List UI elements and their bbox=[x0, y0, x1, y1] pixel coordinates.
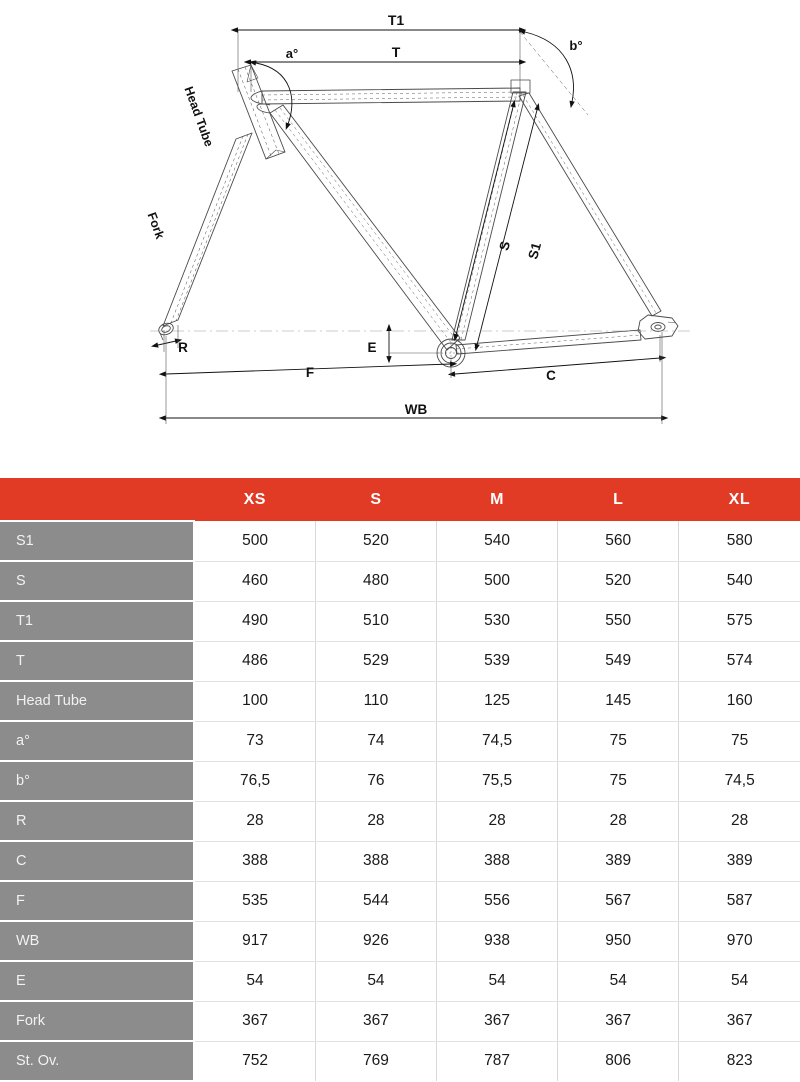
row-label: Head Tube bbox=[0, 681, 194, 721]
table-cell: 544 bbox=[315, 881, 436, 921]
table-cell: 28 bbox=[315, 801, 436, 841]
table-cell: 540 bbox=[437, 521, 558, 561]
table-cell: 530 bbox=[437, 601, 558, 641]
label-c: C bbox=[546, 368, 556, 383]
table-cell: 110 bbox=[315, 681, 436, 721]
table-cell: 549 bbox=[558, 641, 679, 681]
table-header-row bbox=[0, 478, 800, 521]
table-row bbox=[0, 881, 800, 921]
label-e: E bbox=[367, 340, 377, 355]
table-cell: 389 bbox=[679, 841, 800, 881]
table-cell: 367 bbox=[558, 1001, 679, 1041]
table-cell: 535 bbox=[194, 881, 315, 921]
table-cell: 367 bbox=[437, 1001, 558, 1041]
rear-dropout-shape bbox=[638, 315, 678, 339]
table-row bbox=[0, 601, 800, 641]
row-label: Fork bbox=[0, 1001, 194, 1041]
table-cell: 54 bbox=[194, 961, 315, 1001]
table-cell: 74 bbox=[315, 721, 436, 761]
table-cell: 520 bbox=[315, 521, 436, 561]
table-row bbox=[0, 761, 800, 801]
table-cell: 560 bbox=[558, 521, 679, 561]
row-label: St. Ov. bbox=[0, 1041, 194, 1081]
table-cell: 539 bbox=[437, 641, 558, 681]
label-angle-b: b° bbox=[569, 38, 583, 53]
row-label: b° bbox=[0, 761, 194, 801]
table-cell: 540 bbox=[679, 561, 800, 601]
frame-geometry-diagram bbox=[0, 0, 800, 470]
row-label: T1 bbox=[0, 601, 194, 641]
table-cell: 367 bbox=[194, 1001, 315, 1041]
table-row bbox=[0, 961, 800, 1001]
table-cell: 575 bbox=[679, 601, 800, 641]
row-label: F bbox=[0, 881, 194, 921]
table-cell: 28 bbox=[437, 801, 558, 841]
seat-stay-shape bbox=[519, 93, 661, 316]
table-cell: 806 bbox=[558, 1041, 679, 1081]
table-cell: 388 bbox=[194, 841, 315, 881]
label-head-tube: Head Tube bbox=[181, 84, 217, 149]
table-cell: 54 bbox=[315, 961, 436, 1001]
table-cell: 970 bbox=[679, 921, 800, 961]
table-cell: 75 bbox=[558, 761, 679, 801]
table-row bbox=[0, 681, 800, 721]
table-cell: 587 bbox=[679, 881, 800, 921]
table-cell: 28 bbox=[194, 801, 315, 841]
table-cell: 823 bbox=[679, 1041, 800, 1081]
frame-tubes bbox=[157, 65, 678, 367]
table-cell: 145 bbox=[558, 681, 679, 721]
table-cell: 389 bbox=[558, 841, 679, 881]
row-label: R bbox=[0, 801, 194, 841]
table-cell: 550 bbox=[558, 601, 679, 641]
table-header bbox=[0, 478, 800, 521]
table-cell: 75,5 bbox=[437, 761, 558, 801]
fork-shape bbox=[157, 133, 252, 340]
table-cell: 367 bbox=[315, 1001, 436, 1041]
table-cell: 574 bbox=[679, 641, 800, 681]
table-cell: 460 bbox=[194, 561, 315, 601]
table-row bbox=[0, 521, 800, 561]
table-cell: 938 bbox=[437, 921, 558, 961]
table-cell: 75 bbox=[558, 721, 679, 761]
column-header-m: M bbox=[437, 478, 558, 521]
label-angle-a: a° bbox=[285, 46, 299, 61]
table-row bbox=[0, 561, 800, 601]
table-cell: 367 bbox=[679, 1001, 800, 1041]
table-cell: 529 bbox=[315, 641, 436, 681]
column-header-xl: XL bbox=[679, 478, 800, 521]
geometry-table bbox=[0, 478, 800, 1082]
row-label: T bbox=[0, 641, 194, 681]
seat-tube-shape bbox=[452, 80, 530, 340]
table-cell: 926 bbox=[315, 921, 436, 961]
table-cell: 75 bbox=[679, 721, 800, 761]
table-cell: 125 bbox=[437, 681, 558, 721]
table-body bbox=[0, 521, 800, 1081]
table-cell: 74,5 bbox=[679, 761, 800, 801]
down-tube-shape bbox=[257, 104, 460, 350]
table-row bbox=[0, 721, 800, 761]
column-header-xs: XS bbox=[194, 478, 315, 521]
table-cell: 73 bbox=[194, 721, 315, 761]
row-label: S bbox=[0, 561, 194, 601]
column-header-l: L bbox=[558, 478, 679, 521]
table-row bbox=[0, 801, 800, 841]
table-cell: 787 bbox=[437, 1041, 558, 1081]
table-cell: 490 bbox=[194, 601, 315, 641]
table-cell: 500 bbox=[194, 521, 315, 561]
label-t: T bbox=[391, 44, 401, 60]
head-tube-shape bbox=[232, 65, 285, 159]
table-row bbox=[0, 1041, 800, 1081]
table-cell: 28 bbox=[558, 801, 679, 841]
table-cell: 100 bbox=[194, 681, 315, 721]
table-row bbox=[0, 641, 800, 681]
table-row bbox=[0, 921, 800, 961]
table-cell: 480 bbox=[315, 561, 436, 601]
table-cell: 500 bbox=[437, 561, 558, 601]
table-cell: 917 bbox=[194, 921, 315, 961]
table-cell: 54 bbox=[437, 961, 558, 1001]
row-label: a° bbox=[0, 721, 194, 761]
row-label: WB bbox=[0, 921, 194, 961]
table-row bbox=[0, 1001, 800, 1041]
dimension-labels bbox=[145, 12, 583, 417]
table-cell: 388 bbox=[315, 841, 436, 881]
table-cell: 54 bbox=[558, 961, 679, 1001]
table-cell: 76 bbox=[315, 761, 436, 801]
row-label: E bbox=[0, 961, 194, 1001]
table-cell: 486 bbox=[194, 641, 315, 681]
table-corner-cell bbox=[0, 478, 194, 521]
table-cell: 556 bbox=[437, 881, 558, 921]
table-cell: 769 bbox=[315, 1041, 436, 1081]
table-cell: 54 bbox=[679, 961, 800, 1001]
table-cell: 950 bbox=[558, 921, 679, 961]
chain-stay-shape bbox=[456, 330, 641, 354]
table-cell: 388 bbox=[437, 841, 558, 881]
table-cell: 76,5 bbox=[194, 761, 315, 801]
label-f: F bbox=[305, 365, 315, 380]
table-cell: 160 bbox=[679, 681, 800, 721]
table-cell: 752 bbox=[194, 1041, 315, 1081]
table-cell: 74,5 bbox=[437, 721, 558, 761]
table-cell: 520 bbox=[558, 561, 679, 601]
row-label: C bbox=[0, 841, 194, 881]
label-s: S bbox=[496, 239, 514, 253]
table-cell: 567 bbox=[558, 881, 679, 921]
table-cell: 580 bbox=[679, 521, 800, 561]
label-fork: Fork bbox=[144, 210, 167, 241]
row-label: S1 bbox=[0, 521, 194, 561]
column-header-s: S bbox=[315, 478, 436, 521]
label-s1: S1 bbox=[525, 240, 545, 261]
label-r: R bbox=[178, 340, 188, 355]
table-cell: 28 bbox=[679, 801, 800, 841]
label-wb: WB bbox=[404, 402, 428, 417]
label-t1: T1 bbox=[387, 12, 405, 28]
table-cell: 510 bbox=[315, 601, 436, 641]
table-row bbox=[0, 841, 800, 881]
